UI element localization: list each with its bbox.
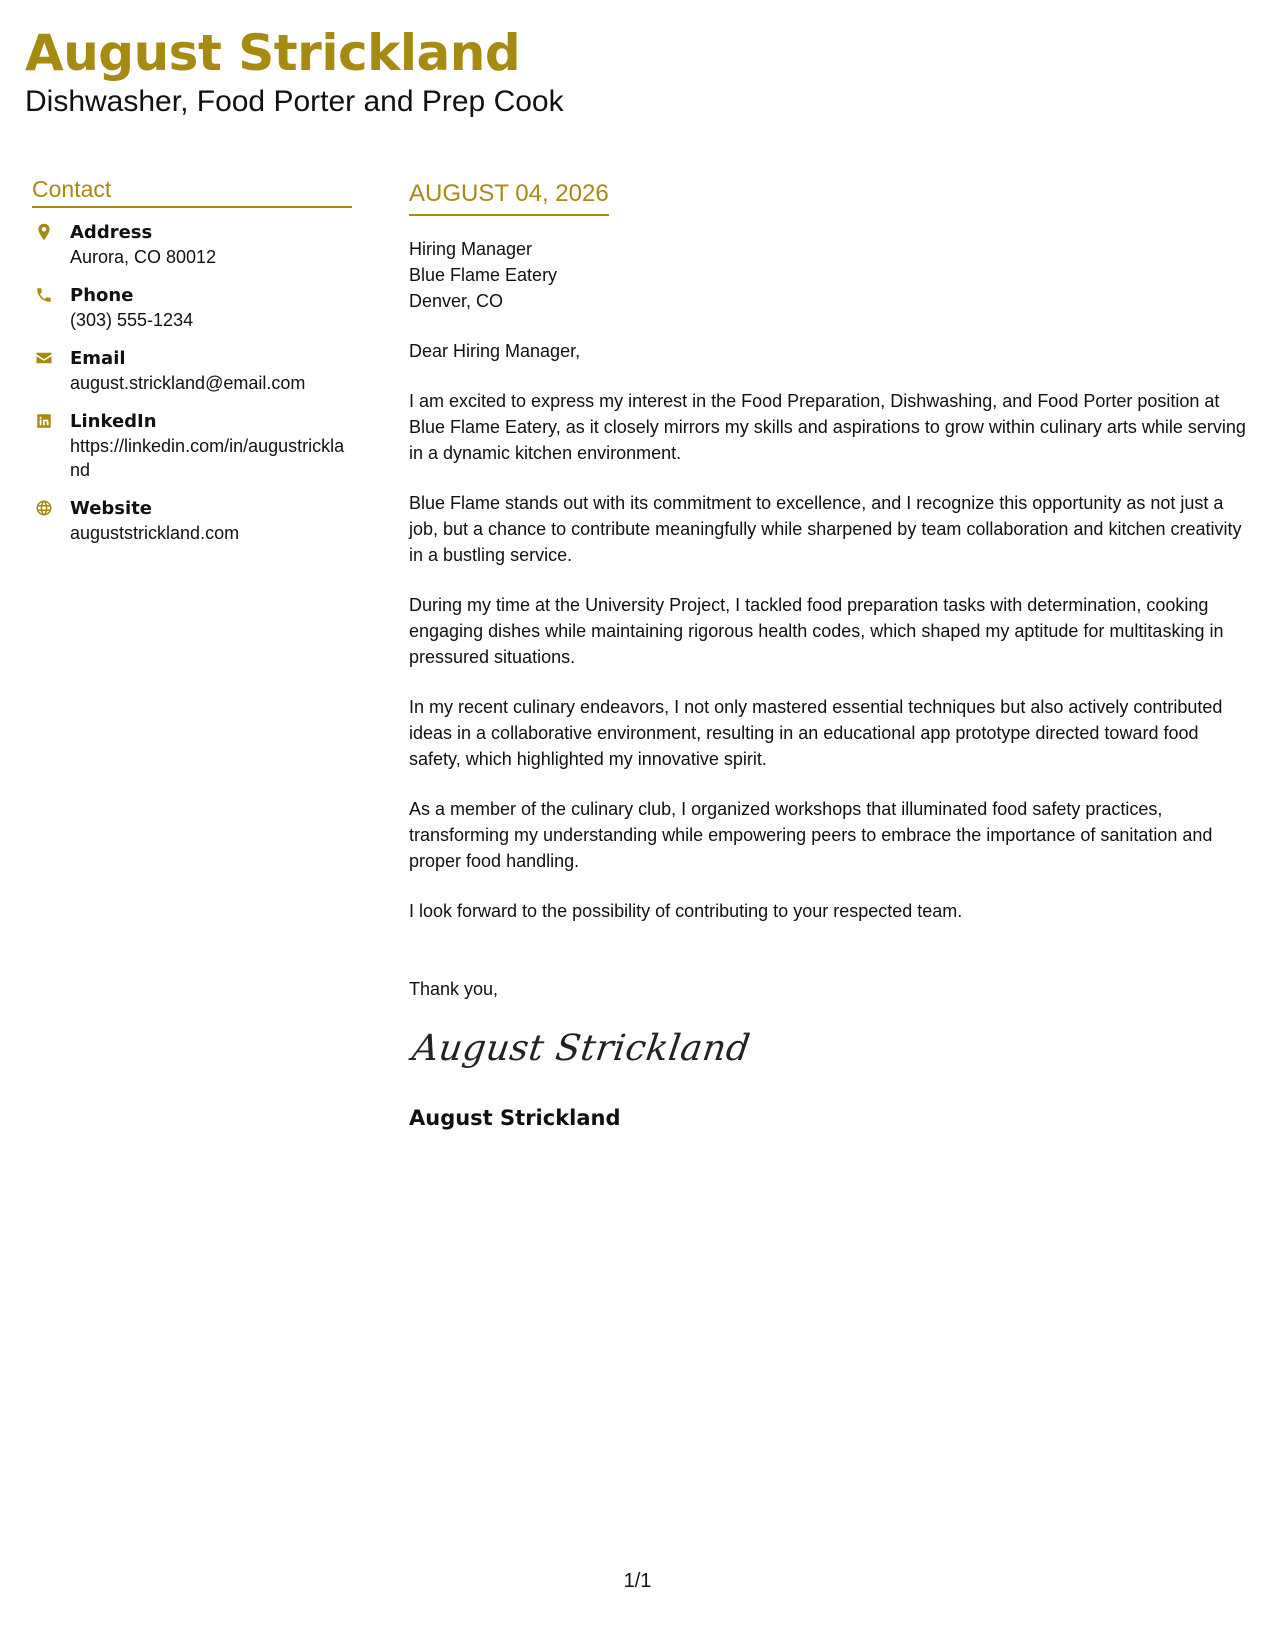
email-value[interactable]: august.strickland@email.com bbox=[70, 373, 306, 393]
recipient-line: Hiring Manager bbox=[409, 239, 533, 259]
body-paragraph: In my recent culinary endeavors, I not only mastered essential techniques but also actively contributed ideas in a collaborative environment, resulting in an educational app prototype directed toward food safety, which highlighted my innovative spirit. bbox=[409, 697, 1223, 769]
contact-item-email bbox=[32, 346, 352, 395]
recipient-line: Blue Flame Eatery bbox=[409, 265, 558, 285]
phone-value: (303) 555-1234 bbox=[70, 310, 194, 330]
page-number: 1/1 bbox=[623, 1570, 652, 1592]
handwritten-signature: August Strickland bbox=[409, 1028, 753, 1069]
linkedin-value[interactable]: https://linkedin.com/in/augustrickland bbox=[70, 436, 345, 480]
address-value: Aurora, CO 80012 bbox=[70, 247, 217, 267]
body-paragraph: I look forward to the possibility of contributing to your respected team. bbox=[409, 901, 963, 921]
job-title: Dishwasher, Food Porter and Prep Cook bbox=[25, 85, 564, 118]
applicant-name: August Strickland bbox=[25, 24, 521, 82]
recipient-line: Denver, CO bbox=[409, 291, 504, 311]
phone-label: Phone bbox=[70, 285, 134, 306]
website-value[interactable]: auguststrickland.com bbox=[70, 523, 240, 543]
body-paragraph: As a member of the culinary club, I organized workshops that illuminated food safety practices, transforming my understanding while empowering peers to embrace the importance of sanitation and proper food handling. bbox=[409, 799, 1213, 871]
resume-header bbox=[25, 22, 564, 120]
email-label: Email bbox=[70, 348, 126, 369]
phone-icon bbox=[32, 283, 70, 304]
contact-item-phone bbox=[32, 283, 352, 332]
signed-name: August Strickland bbox=[409, 1106, 621, 1130]
closing-line: Thank you, bbox=[409, 979, 499, 999]
contact-item-linkedin bbox=[32, 409, 352, 482]
contact-section-title: Contact bbox=[32, 174, 352, 208]
linkedin-label: LinkedIn bbox=[70, 411, 157, 432]
contact-item-website bbox=[32, 496, 352, 545]
address-label: Address bbox=[70, 222, 153, 243]
recipient-block bbox=[409, 236, 1254, 314]
cover-letter-body bbox=[409, 178, 1254, 1132]
contact-item-address bbox=[32, 220, 352, 269]
letter-date: AUGUST 04, 2026 bbox=[409, 178, 609, 216]
globe-icon bbox=[32, 496, 70, 517]
website-label: Website bbox=[70, 498, 153, 519]
map-marker-icon bbox=[32, 220, 70, 241]
body-paragraph: During my time at the University Project, I tackled food preparation tasks with determination, cooking engaging dishes while maintaining rigorous health codes, which shaped my aptitude for multitasking in pressured situations. bbox=[409, 595, 1224, 667]
body-paragraph: Blue Flame stands out with its commitment to excellence, and I recognize this opportunity as not just a job, but a chance to contribute meaningfully while sharpened by team collaboration and kitchen creativity in a bustling service. bbox=[409, 493, 1242, 565]
body-paragraph: I am excited to express my interest in the Food Preparation, Dishwashing, and Food Porter position at Blue Flame Eatery, as it closely mirrors my skills and aspirations to grow within culinary arts while serving in a dynamic kitchen environment. bbox=[409, 391, 1246, 463]
salutation: Dear Hiring Manager, bbox=[409, 341, 581, 361]
linkedin-icon bbox=[32, 409, 70, 430]
contact-sidebar bbox=[32, 174, 352, 559]
envelope-icon bbox=[32, 346, 70, 367]
